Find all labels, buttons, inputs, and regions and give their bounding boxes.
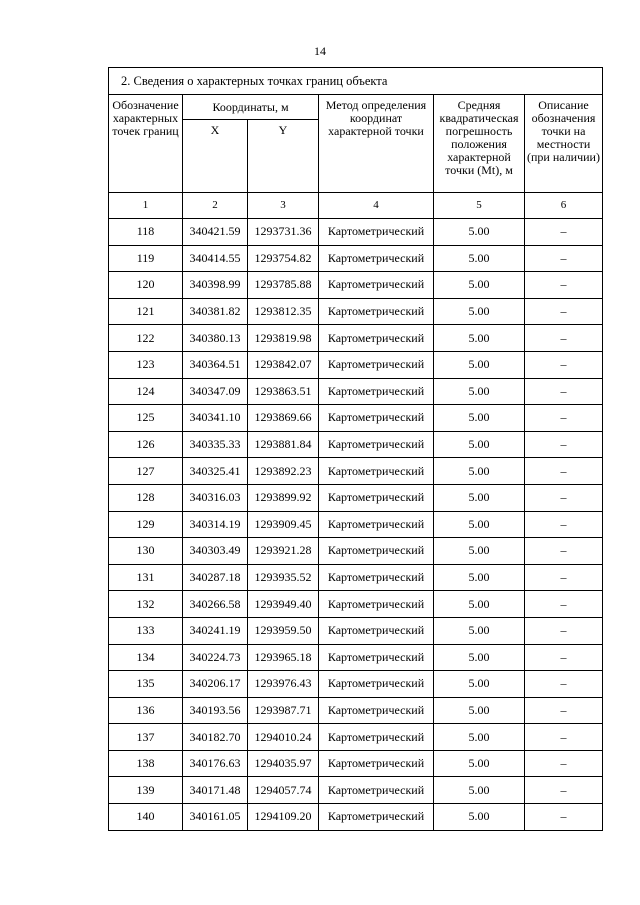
cell-x: 340193.56 [183, 697, 248, 724]
cell-x: 340398.99 [183, 272, 248, 299]
cell-point: 132 [109, 591, 183, 618]
cell-x: 340347.09 [183, 378, 248, 405]
cell-x: 340335.33 [183, 431, 248, 458]
table-row [109, 777, 603, 804]
cell-x: 340325.41 [183, 458, 248, 485]
header-mean-error: Средняя квадратическая погрешность положения характерной точки (Mt), м [434, 95, 525, 193]
cell-method: Картометрический [319, 431, 434, 458]
cell-method: Картометрический [319, 272, 434, 299]
cell-y: 1293881.84 [248, 431, 319, 458]
cell-description: – [525, 671, 603, 698]
cell-y: 1294109.20 [248, 804, 319, 831]
header-x: X [183, 120, 248, 193]
cell-point: 133 [109, 617, 183, 644]
cell-y: 1293892.23 [248, 458, 319, 485]
cell-method: Картометрический [319, 804, 434, 831]
cell-method: Картометрический [319, 538, 434, 565]
cell-description: – [525, 484, 603, 511]
table-row [109, 325, 603, 352]
cell-error: 5.00 [434, 724, 525, 751]
cell-x: 340314.19 [183, 511, 248, 538]
boundary-points-table [108, 67, 603, 831]
cell-point: 130 [109, 538, 183, 565]
cell-y: 1293899.92 [248, 484, 319, 511]
cell-method: Картометрический [319, 484, 434, 511]
cell-y: 1293731.36 [248, 219, 319, 246]
cell-y: 1294010.24 [248, 724, 319, 751]
cell-y: 1293819.98 [248, 325, 319, 352]
cell-error: 5.00 [434, 272, 525, 299]
cell-error: 5.00 [434, 351, 525, 378]
table-row [109, 219, 603, 246]
cell-error: 5.00 [434, 458, 525, 485]
cell-x: 340414.55 [183, 245, 248, 272]
table-row [109, 405, 603, 432]
cell-error: 5.00 [434, 617, 525, 644]
cell-y: 1293812.35 [248, 298, 319, 325]
cell-method: Картометрический [319, 298, 434, 325]
cell-error: 5.00 [434, 538, 525, 565]
cell-point: 120 [109, 272, 183, 299]
cell-point: 131 [109, 564, 183, 591]
table-row [109, 591, 603, 618]
cell-error: 5.00 [434, 431, 525, 458]
cell-y: 1293935.52 [248, 564, 319, 591]
table-row [109, 804, 603, 831]
cell-method: Картометрический [319, 671, 434, 698]
column-number: 5 [434, 193, 525, 219]
cell-y: 1293965.18 [248, 644, 319, 671]
cell-y: 1293754.82 [248, 245, 319, 272]
cell-point: 128 [109, 484, 183, 511]
cell-error: 5.00 [434, 219, 525, 246]
cell-x: 340182.70 [183, 724, 248, 751]
cell-description: – [525, 538, 603, 565]
cell-point: 139 [109, 777, 183, 804]
cell-y: 1294035.97 [248, 750, 319, 777]
cell-description: – [525, 591, 603, 618]
table-row [109, 298, 603, 325]
cell-point: 118 [109, 219, 183, 246]
cell-y: 1293785.88 [248, 272, 319, 299]
table-row [109, 564, 603, 591]
column-numbers-row [109, 193, 603, 219]
table-row [109, 724, 603, 751]
cell-error: 5.00 [434, 644, 525, 671]
cell-point: 126 [109, 431, 183, 458]
cell-point: 134 [109, 644, 183, 671]
cell-error: 5.00 [434, 245, 525, 272]
cell-error: 5.00 [434, 405, 525, 432]
cell-x: 340421.59 [183, 219, 248, 246]
cell-description: – [525, 245, 603, 272]
cell-description: – [525, 272, 603, 299]
cell-method: Картометрический [319, 644, 434, 671]
cell-error: 5.00 [434, 671, 525, 698]
table-row [109, 458, 603, 485]
cell-x: 340364.51 [183, 351, 248, 378]
table-row [109, 272, 603, 299]
cell-y: 1293949.40 [248, 591, 319, 618]
cell-x: 340341.10 [183, 405, 248, 432]
cell-point: 125 [109, 405, 183, 432]
cell-description: – [525, 564, 603, 591]
cell-x: 340176.63 [183, 750, 248, 777]
cell-description: – [525, 724, 603, 751]
table-row [109, 671, 603, 698]
cell-x: 340241.19 [183, 617, 248, 644]
cell-description: – [525, 644, 603, 671]
cell-description: – [525, 458, 603, 485]
cell-y: 1293863.51 [248, 378, 319, 405]
cell-x: 340381.82 [183, 298, 248, 325]
cell-point: 121 [109, 298, 183, 325]
cell-description: – [525, 617, 603, 644]
table-row [109, 245, 603, 272]
cell-point: 127 [109, 458, 183, 485]
cell-error: 5.00 [434, 697, 525, 724]
cell-x: 340206.17 [183, 671, 248, 698]
table-row [109, 750, 603, 777]
cell-point: 119 [109, 245, 183, 272]
section-title: 2. Сведения о характерных точках границ объекта [109, 68, 603, 95]
cell-y: 1293909.45 [248, 511, 319, 538]
cell-x: 340287.18 [183, 564, 248, 591]
table-row [109, 378, 603, 405]
cell-method: Картометрический [319, 245, 434, 272]
cell-y: 1293976.43 [248, 671, 319, 698]
cell-method: Картометрический [319, 325, 434, 352]
cell-point: 124 [109, 378, 183, 405]
cell-error: 5.00 [434, 378, 525, 405]
cell-point: 140 [109, 804, 183, 831]
cell-x: 340161.05 [183, 804, 248, 831]
cell-description: – [525, 511, 603, 538]
table-row [109, 697, 603, 724]
column-number: 4 [319, 193, 434, 219]
cell-error: 5.00 [434, 564, 525, 591]
cell-method: Картометрический [319, 458, 434, 485]
table-row [109, 431, 603, 458]
cell-x: 340266.58 [183, 591, 248, 618]
cell-description: – [525, 351, 603, 378]
cell-y: 1293869.66 [248, 405, 319, 432]
page-number: 14 [314, 44, 326, 58]
cell-method: Картометрический [319, 351, 434, 378]
cell-point: 137 [109, 724, 183, 751]
column-number: 1 [109, 193, 183, 219]
cell-point: 123 [109, 351, 183, 378]
cell-description: – [525, 777, 603, 804]
cell-method: Картометрический [319, 750, 434, 777]
cell-point: 138 [109, 750, 183, 777]
column-number: 3 [248, 193, 319, 219]
cell-description: – [525, 697, 603, 724]
cell-error: 5.00 [434, 511, 525, 538]
cell-method: Картометрический [319, 724, 434, 751]
cell-x: 340171.48 [183, 777, 248, 804]
header-y: Y [248, 120, 319, 193]
column-number: 2 [183, 193, 248, 219]
cell-method: Картометрический [319, 219, 434, 246]
cell-error: 5.00 [434, 750, 525, 777]
cell-description: – [525, 750, 603, 777]
cell-error: 5.00 [434, 484, 525, 511]
cell-error: 5.00 [434, 591, 525, 618]
cell-description: – [525, 325, 603, 352]
cell-description: – [525, 378, 603, 405]
cell-method: Картометрический [319, 697, 434, 724]
table-row [109, 351, 603, 378]
cell-point: 122 [109, 325, 183, 352]
cell-method: Картометрический [319, 378, 434, 405]
cell-description: – [525, 219, 603, 246]
cell-x: 340224.73 [183, 644, 248, 671]
cell-x: 340316.03 [183, 484, 248, 511]
header-method: Метод определения координат характерной точки [319, 95, 434, 193]
cell-point: 135 [109, 671, 183, 698]
cell-description: – [525, 298, 603, 325]
table-row [109, 511, 603, 538]
header-point-designation: Обозначение характерных точек границ [109, 95, 183, 193]
cell-method: Картометрический [319, 511, 434, 538]
cell-y: 1293987.71 [248, 697, 319, 724]
table-row [109, 617, 603, 644]
table-row [109, 484, 603, 511]
cell-method: Картометрический [319, 405, 434, 432]
cell-method: Картометрический [319, 591, 434, 618]
cell-y: 1293921.28 [248, 538, 319, 565]
cell-method: Картометрический [319, 777, 434, 804]
cell-x: 340380.13 [183, 325, 248, 352]
header-coordinates: Координаты, м [183, 95, 319, 120]
table-row [109, 644, 603, 671]
header-description: Описание обозначения точки на местности (при наличии) [525, 95, 603, 193]
cell-y: 1293842.07 [248, 351, 319, 378]
cell-point: 136 [109, 697, 183, 724]
cell-description: – [525, 405, 603, 432]
cell-method: Картометрический [319, 564, 434, 591]
cell-error: 5.00 [434, 804, 525, 831]
cell-y: 1293959.50 [248, 617, 319, 644]
cell-method: Картометрический [319, 617, 434, 644]
cell-error: 5.00 [434, 298, 525, 325]
cell-point: 129 [109, 511, 183, 538]
column-number: 6 [525, 193, 603, 219]
cell-error: 5.00 [434, 777, 525, 804]
cell-x: 340303.49 [183, 538, 248, 565]
cell-description: – [525, 804, 603, 831]
cell-y: 1294057.74 [248, 777, 319, 804]
cell-description: – [525, 431, 603, 458]
table-row [109, 538, 603, 565]
cell-error: 5.00 [434, 325, 525, 352]
